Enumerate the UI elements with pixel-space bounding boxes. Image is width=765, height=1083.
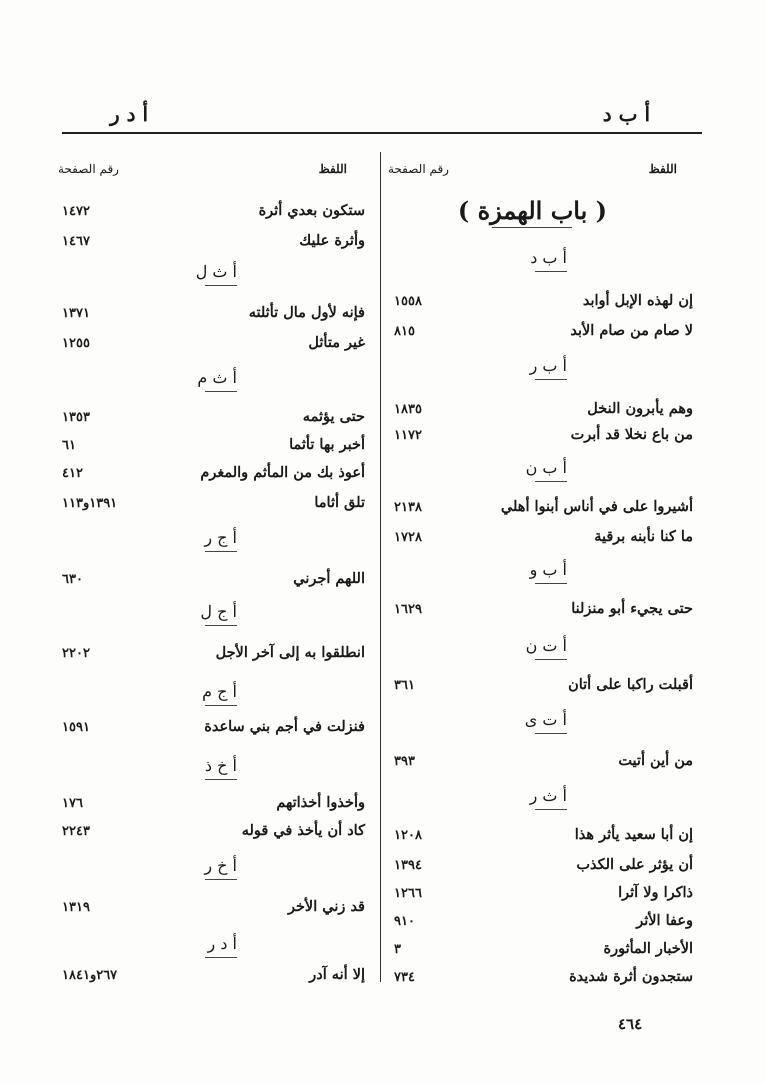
root-heading xyxy=(205,756,237,780)
right-col-header-word: اللفظ xyxy=(648,162,677,176)
root-heading xyxy=(204,856,237,880)
entry-page-number: ١٣٩٤ xyxy=(394,858,422,873)
root-heading xyxy=(526,458,567,482)
root-heading-rule xyxy=(205,285,237,286)
entry-page-number: ٢٢٤٣ xyxy=(62,824,90,839)
entry-page-number: ١١٧٢ xyxy=(394,428,422,443)
header-root-left: أ د ر xyxy=(110,102,149,126)
entry-page-number: ٨١٥ xyxy=(394,324,415,339)
root-heading-text: أ ج ر xyxy=(204,528,237,547)
entry-page-number: ١٢٦٦ xyxy=(394,886,422,901)
entry-page-number: ١٥٥٨ xyxy=(394,294,422,309)
entry-page-number: ١٣٩١و١١٣ xyxy=(62,496,118,511)
entry-page-number: ١٥٩١ xyxy=(62,720,90,735)
entry-page-number: ١٣٧١ xyxy=(62,306,90,321)
entry-page-number: ٣٦١ xyxy=(394,678,415,693)
index-entry: انطلقوا به إلى آخر الأجل xyxy=(215,644,365,661)
root-heading-text: أ ب و xyxy=(529,560,567,579)
root-heading-rule xyxy=(205,957,237,958)
entry-page-number: ٣٩٣ xyxy=(394,754,415,769)
index-entry: وعفا الأثر xyxy=(636,912,693,929)
root-heading-text: أ ج ل xyxy=(200,602,237,621)
index-entry: حتى يجيء أبو منزلنا xyxy=(571,600,693,617)
root-heading xyxy=(204,528,237,552)
root-heading xyxy=(205,934,237,958)
root-heading xyxy=(526,636,567,660)
index-entry: حتى يؤثمه xyxy=(302,408,365,425)
entry-page-number: ١٧٦ xyxy=(62,796,83,811)
index-entry: وهم يأبرون النخل xyxy=(587,400,693,417)
index-entry: إن لهذه الإبل أوابد xyxy=(582,292,693,309)
root-heading-rule xyxy=(535,659,567,660)
header-rule xyxy=(62,132,702,134)
root-heading xyxy=(530,356,567,380)
root-heading-rule xyxy=(205,551,237,552)
index-entry: وأخذوا أخذاتهم xyxy=(276,794,365,811)
index-entry: إن أبا سعيد يأثر هذا xyxy=(574,826,693,843)
root-heading xyxy=(197,368,237,392)
left-col-header-word: اللفظ xyxy=(318,162,347,176)
index-entry: غير متأثل xyxy=(308,334,365,351)
root-heading xyxy=(525,710,567,734)
root-heading-text: أ خ ر xyxy=(204,856,237,875)
root-heading-text: أ ب ن xyxy=(525,458,567,477)
index-entry: فنزلت في أجم بني ساعدة xyxy=(204,718,365,735)
root-heading-rule xyxy=(205,625,237,626)
entry-page-number: ١٨٣٥ xyxy=(394,402,422,417)
root-heading xyxy=(530,248,567,272)
index-entry: إلا أنه آدر xyxy=(309,966,365,983)
entry-page-number: ٦١ xyxy=(62,438,76,453)
root-heading-text: أ ج م xyxy=(202,682,237,701)
root-heading-rule xyxy=(535,481,567,482)
root-heading-text: أ ت ن xyxy=(525,636,567,655)
root-heading-text: أ ب ر xyxy=(529,356,567,375)
root-heading xyxy=(530,786,567,810)
entry-page-number: ٣ xyxy=(394,942,401,957)
right-col-header-page: رقم الصفحة xyxy=(388,162,449,176)
index-entry: تلق أثاما xyxy=(314,494,365,511)
index-entry: أعوذ بك من المأثم والمغرم xyxy=(200,464,365,481)
index-entry: فإنه لأول مال تأثلته xyxy=(248,304,365,321)
root-heading-rule xyxy=(205,705,237,706)
entry-page-number: ٢١٣٨ xyxy=(394,500,422,515)
root-heading-text: أ ث ر xyxy=(529,786,567,805)
index-entry: ذاكرا ولا آثرا xyxy=(618,884,693,901)
chapter-title-rule xyxy=(492,227,572,228)
index-entry: وأثرة عليك xyxy=(299,232,365,249)
chapter-title-text: ( باب الهمزة ) xyxy=(457,196,607,225)
root-heading-text: أ ث م xyxy=(197,368,237,387)
index-entry: اللهم أجرني xyxy=(293,570,365,587)
entry-page-number: ٩١٠ xyxy=(394,914,415,929)
root-heading-text: أ د ر xyxy=(207,934,237,953)
page-header xyxy=(62,102,702,132)
page-number: ٤٦٤ xyxy=(618,1015,643,1033)
root-heading-rule xyxy=(535,379,567,380)
root-heading xyxy=(196,262,237,286)
index-entry: أخبر بها تأثما xyxy=(289,436,365,453)
entry-page-number: ١٤٦٧ xyxy=(62,234,90,249)
root-heading-text: أ ت ى xyxy=(524,710,567,729)
root-heading-rule xyxy=(535,733,567,734)
root-heading xyxy=(200,602,237,626)
root-heading-rule xyxy=(205,391,237,392)
entry-page-number: ١٢٥٥ xyxy=(62,336,90,351)
left-col-header-page: رقم الصفحة xyxy=(58,162,119,176)
index-entry: الأخبار المأثورة xyxy=(603,940,693,957)
entry-page-number: ٧٣٤ xyxy=(394,970,415,985)
root-heading-rule xyxy=(535,271,567,272)
root-heading-rule xyxy=(535,809,567,810)
index-entry: لا صام من صام الأبد xyxy=(570,322,693,339)
index-entry: أشيروا على في أناس أبنوا أهلي xyxy=(500,498,693,515)
entry-page-number: ٤١٢ xyxy=(62,466,83,481)
entry-page-number: ١٦٢٩ xyxy=(394,602,422,617)
chapter-title xyxy=(458,196,607,228)
root-heading-text: أ ب د xyxy=(530,248,567,267)
root-heading xyxy=(202,682,237,706)
root-heading-text: أ ث ل xyxy=(195,262,237,281)
index-entry: كاد أن يأخذ في قوله xyxy=(241,822,365,839)
entry-page-number: ٦٣٠ xyxy=(62,572,83,587)
root-heading xyxy=(530,560,567,584)
entry-page-number: ١٤٧٢ xyxy=(62,204,90,219)
entry-page-number: ١٧٢٨ xyxy=(394,530,422,545)
index-entry: أقبلت راكبا على أتان xyxy=(568,676,693,693)
root-heading-rule xyxy=(205,779,237,780)
root-heading-rule xyxy=(535,583,567,584)
header-root-right: أ ب د xyxy=(602,102,650,126)
entry-page-number: ٢٢٠٢ xyxy=(62,646,90,661)
index-entry: ما كنا نأبنه برقية xyxy=(594,528,693,545)
entry-page-number: ٢٦٧و١٨٤١ xyxy=(62,968,118,983)
root-heading-text: أ خ ذ xyxy=(204,756,237,775)
index-entry: قد زني الأخر xyxy=(287,898,365,915)
entry-page-number: ١٣١٩ xyxy=(62,900,90,915)
index-entry: من أين أتيت xyxy=(618,752,693,769)
index-entry: ستكون بعدي أثرة xyxy=(258,202,365,219)
entry-page-number: ١٢٠٨ xyxy=(394,828,422,843)
index-entry: من باع نخلا قد أبرت xyxy=(570,426,693,443)
entry-page-number: ١٣٥٣ xyxy=(62,410,90,425)
index-entry: ستجدون أثرة شديدة xyxy=(569,968,693,985)
index-entry: أن يؤثر على الكذب xyxy=(576,856,693,873)
column-divider xyxy=(380,152,381,982)
root-heading-rule xyxy=(205,879,237,880)
